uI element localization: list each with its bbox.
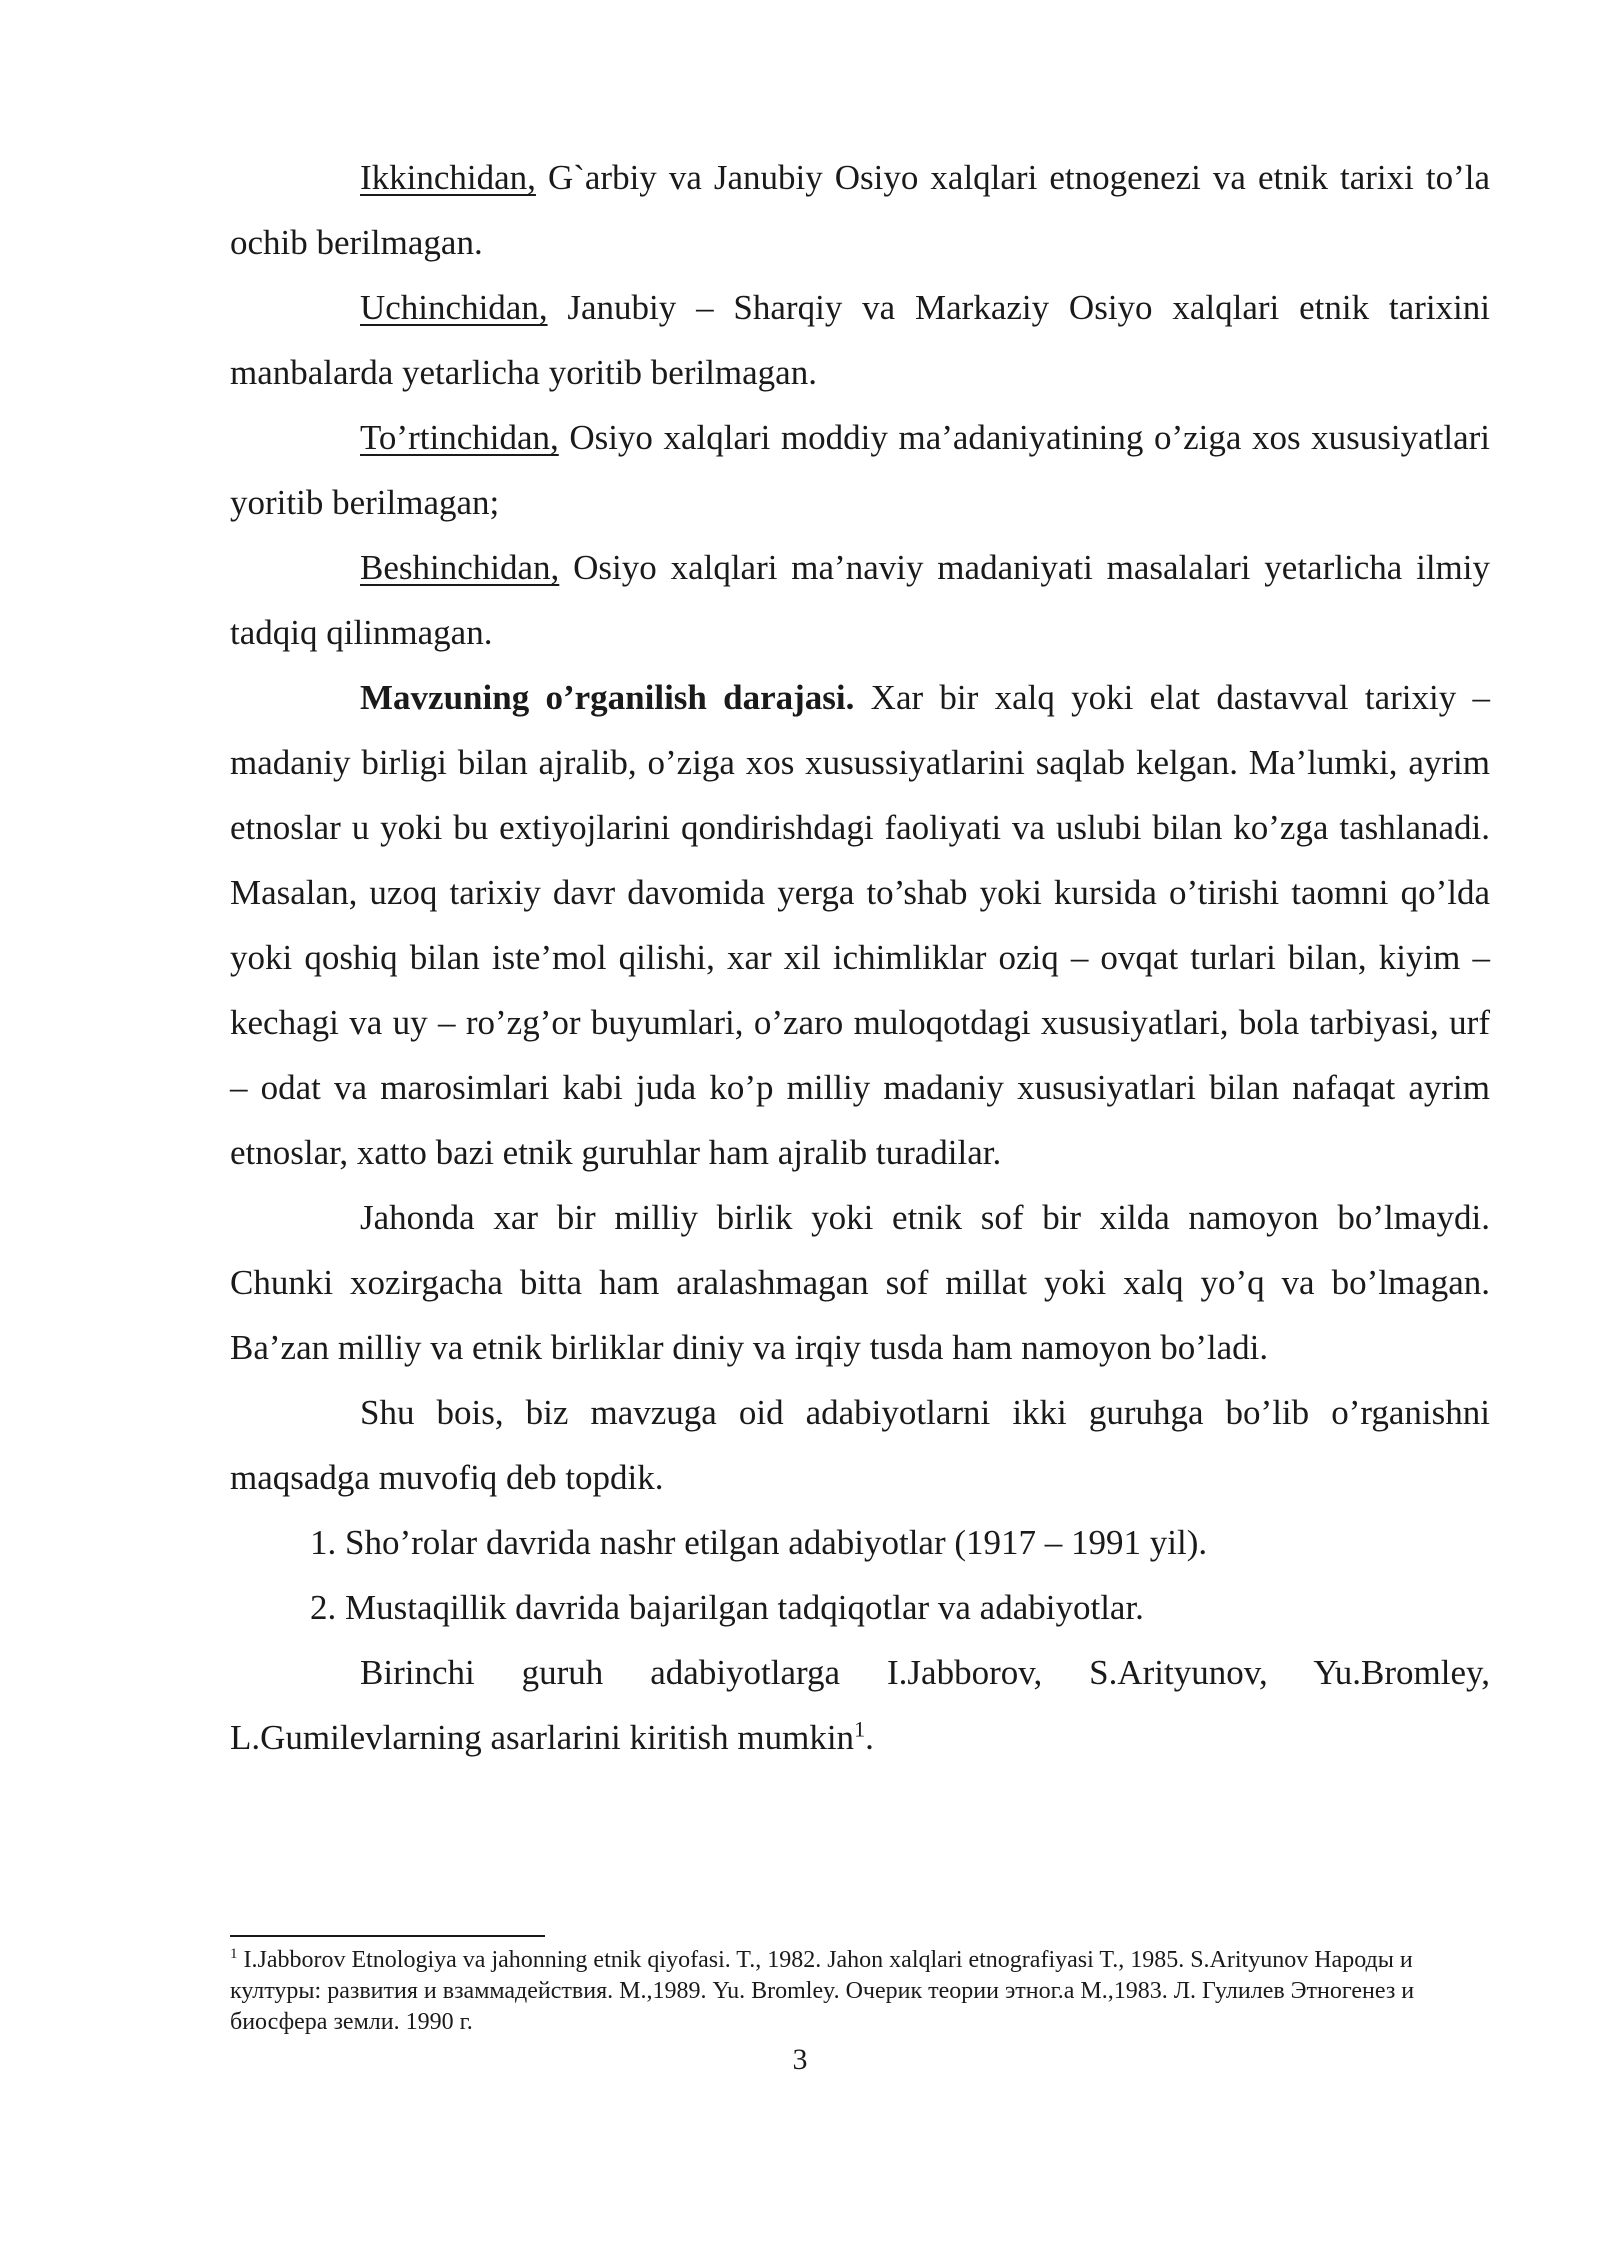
section-heading-inline: Mavzuning o’rganilish darajasi. bbox=[360, 678, 855, 717]
footnote-marker: 1 bbox=[230, 1946, 238, 1962]
paragraph-organilish-darajasi bbox=[230, 665, 1490, 1185]
list-item: 1. Sho’rolar davrida nashr etilgan adabiyotlar (1917 – 1991 yil). bbox=[310, 1523, 1208, 1562]
paragraph-text: Osiyo xalqlari moddiy ma’adaniyatining o’ziga xos xususiyatlari yoritib berilmagan; bbox=[230, 418, 1490, 522]
footnote-reference[interactable]: 1 bbox=[854, 1716, 866, 1742]
paragraph-text: Birinchi guruh adabiyotlarga I.Jabborov, S.Arityunov, Yu.Bromley, L.Gumilevlarning asarlarini kiritish mumkin bbox=[230, 1653, 1490, 1757]
paragraph-ikkinchidan bbox=[230, 145, 1490, 275]
paragraph-birinchi-guruh bbox=[230, 1640, 1490, 1770]
paragraph-uchinchidan bbox=[230, 275, 1490, 405]
paragraph-lead-underlined: To’rtinchidan, bbox=[360, 418, 559, 457]
paragraph-lead-underlined: Ikkinchidan, bbox=[360, 158, 536, 197]
paragraph-text: Xar bir xalq yoki elat dastavval tarixiy – madaniy birligi bilan ajralib, o’ziga xos xusussiyatlarini saqlab kelgan. Ma’lumki, ayrim etnoslar u yoki bu extiyojlarini qondirishdagi faoliyati va uslubi bilan ko’zga tashlanadi. Masalan, uzoq tarixiy davr davomida yerga to’shab yoki kursida o’tirishi taomni qo’lda yoki qoshiq bilan iste’mol qilishi, xar xil ichimliklar oziq – ovqat turlari bilan, kiyim – kechagi va uy – ro’zg’or buyumlari, o’zaro muloqotdagi xususiyatlari, bola tarbiyasi, urf – odat va marosimlari kabi juda ko’p milliy madaniy xususiyatlari bilan nafaqat ayrim etnoslar, xatto bazi etnik guruhlar ham ajralib turadilar. bbox=[230, 678, 1490, 1172]
paragraph-text: G`arbiy va Janubiy Osiyo xalqlari etnogenezi va etnik tarixi to’la ochib berilmagan. bbox=[230, 158, 1490, 262]
paragraph-text: Osiyo xalqlari ma’naviy madaniyati masalalari yetarlicha ilmiy tadqiq qilinmagan. bbox=[230, 548, 1490, 652]
paragraph-lead-underlined: Beshinchidan, bbox=[360, 548, 560, 587]
paragraph-text: Shu bois, biz mavzuga oid adabiyotlarni ikki guruhga bo’lib o’rganishni maqsadga muvofiq deb topdik. bbox=[230, 1393, 1490, 1497]
paragraph-tortinchidan bbox=[230, 405, 1490, 535]
footnote-text: I.Jabborov Etnologiya va jahonning etnik qiyofasi. T., 1982. Jahon xalqlari etnografiyasi T., 1985. S.Arityunov Народы и културы: развития и взаммадействия. М.,1989. Yu. Bromley. Очерик теории этног.а М.,1983. Л. Гулилев Этногенез и биосфера земли. 1990 г. bbox=[230, 1947, 1415, 2035]
paragraph-text: Janubiy – Sharqiy va Markaziy Osiyo xalqlari etnik tarixini manbalarda yetarlicha yoritib berilmagan. bbox=[230, 288, 1490, 392]
list-item: 2. Mustaqillik davrida bajarilgan tadqiqotlar va adabiyotlar. bbox=[310, 1588, 1144, 1627]
paragraph-lead-underlined: Uchinchidan, bbox=[360, 288, 548, 327]
footnote bbox=[230, 1945, 1490, 2038]
paragraph-jahonda bbox=[230, 1185, 1490, 1380]
paragraph-text: Jahonda xar bir milliy birlik yoki etnik sof bir xilda namoyon bo’lmaydi. Chunki xozirgacha bitta ham aralashmagan sof millat yoki xalq yo’q va bo’lmagan. Ba’zan milliy va etnik birliklar diniy va irqiy tusda ham namoyon bo’ladi. bbox=[230, 1198, 1490, 1367]
paragraph-end-punct: . bbox=[865, 1718, 874, 1757]
paragraph-shu-bois bbox=[230, 1380, 1490, 1510]
page-number: 3 bbox=[792, 2043, 808, 2076]
document-body bbox=[230, 145, 1490, 1770]
footnote-separator bbox=[230, 1935, 545, 1937]
paragraph-beshinchidan bbox=[230, 535, 1490, 665]
